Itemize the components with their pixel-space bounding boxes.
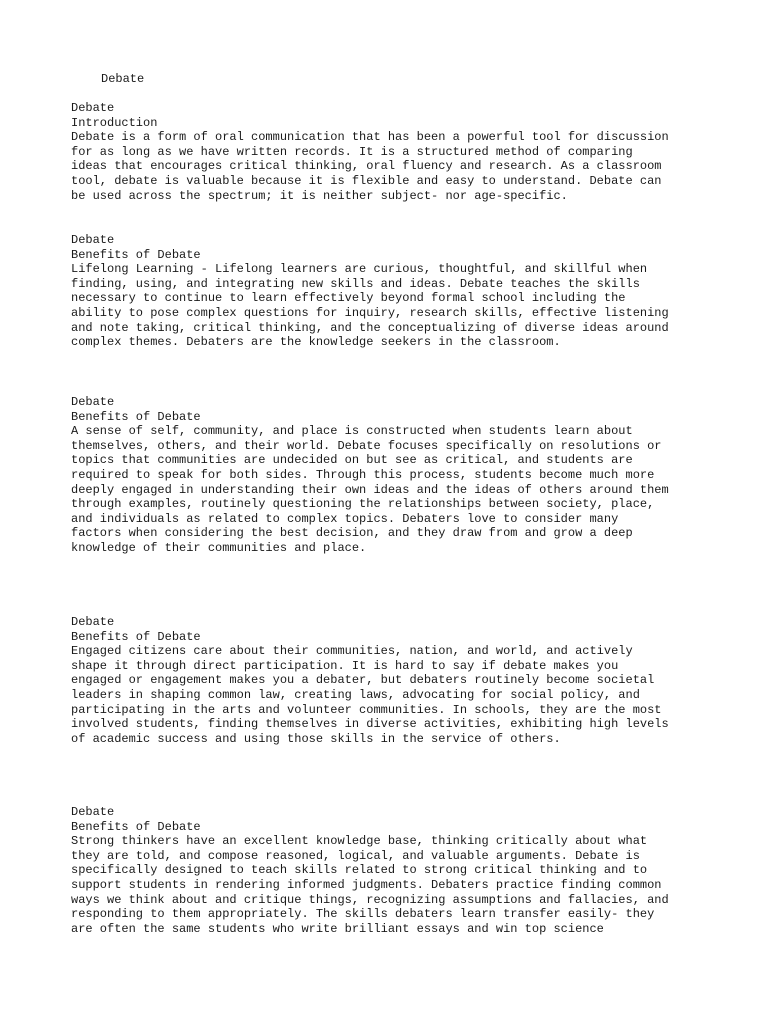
section-introduction [71,101,711,203]
paragraph-line: necessary to continue to learn effectively beyond formal school including the [71,291,626,306]
section-subheading: Introduction [71,115,158,130]
section-strong-thinkers [71,805,711,936]
paragraph-line: Strong thinkers have an excellent knowledge base, thinking critically about what [71,834,648,849]
paragraph-line: Engaged citizens care about their communities, nation, and world, and actively [71,644,633,659]
section-lifelong-learning [71,233,711,350]
paragraph-line: responding to them appropriately. The skills debaters learn transfer easily- they [71,907,655,922]
paragraph-line: deeply engaged in understanding their own ideas and the ideas of others around them [71,482,669,497]
document-title: Debate [101,72,145,86]
section-heading: Debate [71,395,115,409]
paragraph-line: for as long as we have written records. It is a structured method of comparing [71,144,633,159]
paragraph-line: shape it through direct participation. It is hard to say if debate makes you [71,658,619,673]
paragraph-line: finding, using, and integrating new skills and ideas. Debate teaches the skills [71,276,640,291]
paragraph-line: required to speak for both sides. Through this process, students become much more [71,467,655,482]
section-heading: Debate [71,233,115,247]
paragraph-line: involved students, finding themselves in diverse activities, exhibiting high levels [71,717,669,732]
paragraph-line: leaders in shaping common law, creating laws, advocating for social policy, and [71,687,640,702]
paragraph-line: A sense of self, community, and place is constructed when students learn about [71,424,633,439]
section-sense-of-self [71,395,711,556]
section-subheading: Benefits of Debate [71,409,201,424]
paragraph-line: specifically designed to teach skills related to strong critical thinking and to [71,863,648,878]
paragraph-line: they are told, and compose reasoned, logical, and valuable arguments. Debate is [71,848,640,863]
section-heading: Debate [71,805,115,819]
paragraph-line: and individuals as related to complex topics. Debaters love to consider many [71,511,619,526]
paragraph-line: Lifelong Learning - Lifelong learners are curious, thoughtful, and skillful when [71,262,648,277]
paragraph-line: support students in rendering informed judgments. Debaters practice finding common [71,877,662,892]
paragraph-line: are often the same students who write brilliant essays and win top science [71,921,604,936]
paragraph-line: engaged or engagement makes you a debater, but debaters routinely become societal [71,673,655,688]
paragraph-line: participating in the arts and volunteer communities. In schools, they are the most [71,702,662,717]
paragraph-line: Debate is a form of oral communication that has been a powerful tool for discussion [71,130,669,145]
section-subheading: Benefits of Debate [71,819,201,834]
paragraph-line: factors when considering the best decision, and they draw from and grow a deep [71,526,633,541]
paragraph-line: tool, debate is valuable because it is flexible and easy to understand. Debate can [71,173,662,188]
paragraph-line: ability to pose complex questions for inquiry, research skills, effective listening [71,305,669,320]
section-heading: Debate [71,615,115,629]
paragraph-line: topics that communities are undecided on but see as critical, and students are [71,453,633,468]
paragraph-line: knowledge of their communities and place. [71,540,367,555]
paragraph-line: ideas that encourages critical thinking, oral fluency and research. As a classroom [71,159,662,174]
paragraph-line: through examples, routinely questioning the relationships between society, place, [71,497,655,512]
paragraph-line: be used across the spectrum; it is neither subject- nor age-specific. [71,188,568,203]
section-subheading: Benefits of Debate [71,629,201,644]
paragraph-line: complex themes. Debaters are the knowledge seekers in the classroom. [71,335,561,350]
section-heading: Debate [71,101,115,115]
section-engaged-citizens [71,615,711,746]
section-subheading: Benefits of Debate [71,247,201,262]
paragraph-line: and note taking, critical thinking, and the conceptualizing of diverse ideas around [71,320,669,335]
paragraph-line: themselves, others, and their world. Debate focuses specifically on resolutions or [71,438,662,453]
paragraph-line: ways we think about and critique things, recognizing assumptions and fallacies, and [71,892,669,907]
paragraph-line: of academic success and using those skills in the service of others. [71,731,561,746]
